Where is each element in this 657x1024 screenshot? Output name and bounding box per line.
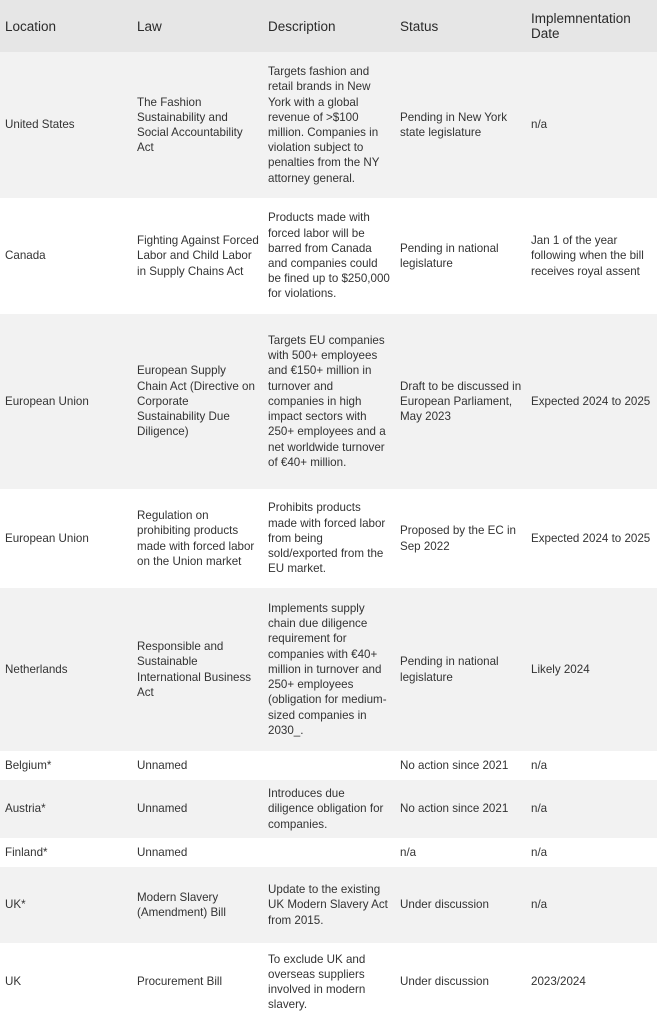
cell-date: Likely 2024 xyxy=(531,662,590,676)
cell-description: Targets fashion and retail brands in New York with a global revenue of >$100 million. Companies in violation subject to penalties from the NY attorney general. xyxy=(268,65,380,185)
cell-status: No action since 2021 xyxy=(400,802,509,816)
header-implementation-date: Implemnentation Date xyxy=(531,11,631,41)
cell-law: European Supply Chain Act (Directive on Corporate Sustainability Due Diligence) xyxy=(137,364,255,439)
cell-location: United States xyxy=(5,118,75,132)
cell-description: To exclude UK and overseas suppliers involved in modern slavery. xyxy=(268,952,366,1012)
cell-date: n/a xyxy=(531,845,548,859)
cell-description: Implements supply chain due diligence requirement for companies with €40+ million in turnover and 250+ employees (obligation for medium-sized companies in 2030_. xyxy=(268,602,387,737)
cell-date: n/a xyxy=(531,118,548,132)
cell-location: UK* xyxy=(5,898,26,912)
table-row xyxy=(0,198,657,314)
cell-status: Pending in New York state legislature xyxy=(400,110,507,139)
cell-location: European Union xyxy=(5,394,89,408)
cell-description: Update to the existing UK Modern Slavery Act from 2015. xyxy=(268,883,388,927)
header-location: Location xyxy=(5,18,57,34)
cell-location: UK xyxy=(5,975,22,989)
cell-law: Fighting Against Forced Labor and Child Labor in Supply Chains Act xyxy=(137,234,259,278)
table-header-row xyxy=(0,0,657,52)
cell-location: Austria* xyxy=(5,802,46,816)
table-row xyxy=(0,943,657,1021)
cell-status: n/a xyxy=(400,845,417,859)
cell-location: Netherlands xyxy=(5,662,68,676)
cell-status: Draft to be discussed in European Parliament, May 2023 xyxy=(400,379,522,424)
cell-law: The Fashion Sustainability and Social Accountability Act xyxy=(137,95,243,155)
cell-law: Procurement Bill xyxy=(137,975,223,989)
cell-law: Responsible and Sustainable International Business Act xyxy=(137,640,252,699)
table-row xyxy=(0,838,657,867)
cell-description xyxy=(263,751,395,780)
cell-date: n/a xyxy=(531,802,548,816)
cell-law: Unnamed xyxy=(137,845,188,859)
table-row xyxy=(0,588,657,751)
header-law: Law xyxy=(137,18,162,34)
cell-status: Proposed by the EC in Sep 2022 xyxy=(400,524,517,553)
cell-status: No action since 2021 xyxy=(400,758,509,772)
cell-description xyxy=(263,838,395,867)
cell-location: Finland* xyxy=(5,845,48,859)
cell-law: Modern Slavery (Amendment) Bill xyxy=(137,890,226,919)
cell-description: Prohibits products made with forced labor from being sold/exported from the EU market. xyxy=(268,501,386,576)
cell-location: Canada xyxy=(5,249,46,263)
cell-date: n/a xyxy=(531,758,548,772)
cell-status: Pending in national legislature xyxy=(400,241,499,270)
header-status: Status xyxy=(400,18,439,34)
cell-location: Belgium* xyxy=(5,758,52,772)
cell-description: Products made with forced labor will be barred from Canada and companies could be fined up to $250,000 for violations. xyxy=(268,211,390,301)
table-row xyxy=(0,314,657,489)
table-row xyxy=(0,52,657,198)
cell-law: Unnamed xyxy=(137,802,188,816)
cell-date: n/a xyxy=(531,898,548,912)
cell-status: Pending in national legislature xyxy=(400,655,499,684)
cell-date: Jan 1 of the year following when the bill receives royal assent xyxy=(531,234,644,278)
cell-location: European Union xyxy=(5,531,89,545)
cell-date: Expected 2024 to 2025 xyxy=(531,394,651,408)
table-row xyxy=(0,489,657,588)
table-row xyxy=(0,780,657,838)
header-description: Description xyxy=(268,18,336,34)
cell-status: Under discussion xyxy=(400,898,489,912)
cell-law: Unnamed xyxy=(137,758,188,772)
table-body xyxy=(0,52,657,1021)
cell-law: Regulation on prohibiting products made with forced labor on the Union market xyxy=(137,509,255,568)
table-row xyxy=(0,751,657,780)
cell-description: Introduces due diligence obligation for companies. xyxy=(268,787,384,831)
cell-date: 2023/2024 xyxy=(531,975,586,989)
table-row xyxy=(0,867,657,943)
cell-date: Expected 2024 to 2025 xyxy=(531,531,651,545)
cell-description: Targets EU companies with 500+ employees and €150+ million in turnover and companies in high impact sectors with 250+ employees and a net worldwide turnover of €40+ million. xyxy=(268,334,386,469)
cell-status: Under discussion xyxy=(400,975,489,989)
